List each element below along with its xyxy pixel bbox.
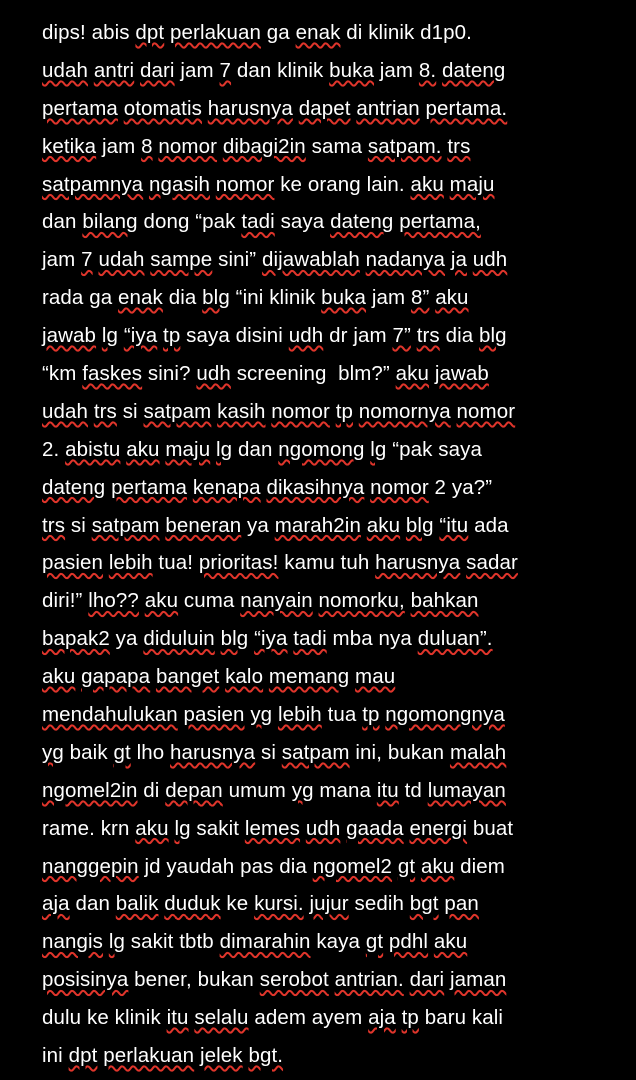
- misspelled-word: pdhl: [388, 930, 429, 954]
- word: saya: [186, 324, 230, 348]
- misspelled-word: 8: [141, 134, 153, 158]
- misspelled-word: jawab: [42, 324, 97, 348]
- word: krn: [100, 816, 130, 840]
- note-line: [42, 696, 602, 734]
- word: diri!”: [42, 589, 83, 613]
- note-line: [42, 810, 602, 848]
- misspelled-word: kasih: [217, 399, 266, 423]
- word: “ini: [235, 286, 264, 310]
- word: sini?: [147, 362, 191, 386]
- misspelled-word: pan: [444, 892, 479, 916]
- note-line: [42, 923, 602, 961]
- word: jam: [379, 58, 414, 82]
- word: tuh: [340, 551, 370, 575]
- misspelled-word: balik: [115, 892, 159, 916]
- word: jam: [42, 248, 76, 272]
- misspelled-word: aku: [126, 437, 160, 461]
- misspelled-word: nadanya: [365, 248, 446, 272]
- note-line: [42, 203, 602, 241]
- misspelled-word: jaman: [449, 968, 507, 992]
- misspelled-word: beneran: [165, 513, 242, 537]
- note-line: [42, 128, 602, 166]
- word: jam: [353, 324, 387, 348]
- misspelled-word: pasien: [42, 551, 104, 575]
- word: kamu: [284, 551, 335, 575]
- misspelled-word: kalo: [225, 665, 264, 689]
- word: sakit: [130, 930, 174, 954]
- misspelled-word: aku: [135, 816, 169, 840]
- word: “pak: [195, 210, 236, 234]
- word: ada: [474, 513, 509, 537]
- misspelled-word: perlakuan: [170, 21, 261, 44]
- misspelled-word: udah: [42, 399, 89, 423]
- misspelled-word: mau: [355, 665, 396, 689]
- misspelled-word: satpam: [143, 399, 212, 423]
- misspelled-word: kursi.: [254, 892, 304, 916]
- misspelled-word: aku: [395, 362, 430, 386]
- misspelled-word: posisinya: [42, 968, 129, 992]
- word: sini”: [218, 248, 257, 272]
- misspelled-word: antrian: [356, 96, 420, 120]
- misspelled-word: 7: [81, 248, 93, 272]
- word: kali: [471, 1006, 504, 1030]
- note-line: [42, 885, 602, 923]
- misspelled-word: itu: [166, 1006, 189, 1030]
- misspelled-word: nomor: [215, 172, 275, 196]
- misspelled-word: aja: [42, 892, 70, 916]
- word: dia: [445, 324, 474, 348]
- misspelled-word: ngomel2in: [42, 778, 138, 802]
- misspelled-word: nomor: [158, 134, 218, 158]
- misspelled-word: blg: [479, 324, 507, 348]
- misspelled-word: aku: [42, 665, 76, 689]
- misspelled-word: mendahulukan: [42, 703, 178, 727]
- misspelled-word: udah: [42, 58, 89, 82]
- word: ini: [42, 1044, 63, 1068]
- word: dulu: [42, 1006, 82, 1030]
- misspelled-word: lebih: [277, 703, 322, 727]
- misspelled-word: ngomel2: [312, 854, 393, 878]
- word: klinik: [277, 58, 324, 82]
- misspelled-word: tadi: [293, 627, 327, 651]
- misspelled-word: dateng: [442, 58, 506, 82]
- note-line: [42, 620, 602, 658]
- word: saya: [280, 210, 325, 234]
- misspelled-word: lg: [108, 930, 125, 954]
- misspelled-word: udah: [98, 248, 145, 272]
- word: baik: [69, 740, 108, 764]
- misspelled-word: bilang: [82, 210, 138, 234]
- misspelled-word: 8.: [418, 58, 437, 82]
- word: ya: [247, 513, 269, 537]
- misspelled-word: antri: [93, 58, 135, 82]
- misspelled-word: trs: [93, 399, 117, 423]
- word: ke: [86, 1006, 109, 1030]
- misspelled-word: lemes: [244, 816, 301, 840]
- misspelled-word: ngasih: [148, 172, 210, 196]
- misspelled-word: aku: [366, 513, 401, 537]
- note-line: [42, 658, 602, 696]
- misspelled-word: diduluin: [143, 627, 215, 651]
- misspelled-word: dijawablah: [261, 248, 360, 272]
- misspelled-word: abistu: [65, 437, 121, 461]
- misspelled-word: tadi: [241, 210, 275, 234]
- word: saya: [438, 437, 482, 461]
- word: dan: [237, 437, 273, 461]
- misspelled-word: pasien: [183, 703, 245, 727]
- word: tua: [327, 703, 357, 727]
- word: ga: [89, 286, 113, 310]
- misspelled-word: nangis: [42, 930, 104, 954]
- misspelled-word: sadar: [466, 551, 518, 575]
- misspelled-word: dateng: [42, 475, 106, 499]
- word: umum: [228, 778, 286, 802]
- misspelled-word: dimarahin: [219, 930, 311, 954]
- word: buat: [472, 816, 514, 840]
- note-line: [42, 431, 602, 469]
- misspelled-word: nanyain: [240, 589, 313, 613]
- misspelled-word: marah2in: [274, 513, 361, 537]
- misspelled-word: 7”: [392, 324, 411, 348]
- word: ya?”: [451, 475, 493, 499]
- misspelled-word: gt: [365, 930, 384, 954]
- misspelled-word: blg: [405, 513, 434, 537]
- misspelled-word: dari: [409, 968, 445, 992]
- word: baru: [424, 1006, 467, 1030]
- misspelled-word: duluan”.: [417, 627, 493, 651]
- misspelled-word: gapapa: [81, 665, 151, 689]
- misspelled-word: bgt.: [248, 1044, 284, 1068]
- note-line: [42, 848, 602, 886]
- misspelled-word: bahkan: [410, 589, 479, 613]
- misspelled-word: bgt: [409, 892, 439, 916]
- misspelled-word: jujur: [309, 892, 349, 916]
- word: disini: [235, 324, 283, 348]
- note-line: [42, 544, 602, 582]
- word: mba: [332, 627, 373, 651]
- note-line: [42, 52, 602, 90]
- word: sedih: [354, 892, 404, 916]
- misspelled-word: nanggepin: [42, 854, 139, 878]
- misspelled-word: gaada: [346, 816, 404, 840]
- misspelled-word: udh: [196, 362, 231, 386]
- misspelled-word: buka: [321, 286, 367, 310]
- misspelled-word: kenapa: [192, 475, 261, 499]
- misspelled-word: tp: [401, 1006, 419, 1030]
- word: ga: [266, 21, 290, 44]
- misspelled-word: malah: [449, 740, 507, 764]
- misspelled-word: memang: [268, 665, 350, 689]
- word: kaya: [316, 930, 361, 954]
- note-line: [42, 279, 602, 317]
- note-line: [42, 90, 602, 128]
- word: jam: [180, 58, 214, 82]
- misspelled-word: trs: [447, 134, 471, 158]
- misspelled-word: yg: [42, 740, 64, 764]
- misspelled-word: trs: [42, 513, 66, 537]
- word: rame.: [42, 816, 95, 840]
- word: adem: [254, 1006, 306, 1030]
- note-line: [42, 961, 602, 999]
- misspelled-word: lg: [216, 437, 233, 461]
- word: cuma: [183, 589, 235, 613]
- misspelled-word: udh: [305, 816, 341, 840]
- misspelled-word: dpt: [135, 21, 165, 44]
- misspelled-word: antrian.: [334, 968, 404, 992]
- misspelled-word: 8”: [410, 286, 430, 310]
- word: dan: [236, 58, 272, 82]
- word: bukan: [197, 968, 254, 992]
- word: pas: [240, 854, 274, 878]
- misspelled-word: yg: [291, 778, 314, 802]
- word: bukan: [387, 740, 445, 764]
- word: d1p0.: [420, 21, 472, 44]
- misspelled-word: gt: [113, 740, 131, 764]
- misspelled-word: dapet: [298, 96, 351, 120]
- misspelled-word: enak: [295, 21, 341, 44]
- misspelled-word: selalu: [194, 1006, 249, 1030]
- misspelled-word: aku: [433, 930, 468, 954]
- misspelled-word: yg: [250, 703, 273, 727]
- note-line: [42, 772, 602, 810]
- misspelled-word: “itu: [439, 513, 469, 537]
- misspelled-word: pertama.: [425, 96, 508, 120]
- misspelled-word: dateng: [330, 210, 394, 234]
- note-line: [42, 166, 602, 204]
- misspelled-word: enak: [118, 286, 163, 310]
- word: klinik: [114, 1006, 161, 1030]
- misspelled-word: lumayan: [427, 778, 506, 802]
- note-line: [42, 582, 602, 620]
- word: nya: [378, 627, 412, 651]
- misspelled-word: udh: [288, 324, 324, 348]
- misspelled-word: dibagi2in: [222, 134, 306, 158]
- word: blm?”: [338, 362, 390, 386]
- note-line: [42, 999, 602, 1037]
- word: tua!: [158, 551, 194, 575]
- word: dan: [42, 210, 77, 234]
- word: orang: [307, 172, 361, 196]
- misspelled-word: aku: [420, 854, 455, 878]
- misspelled-word: nomor: [370, 475, 429, 499]
- misspelled-word: blg: [202, 286, 230, 310]
- misspelled-word: prioritas!: [198, 551, 279, 575]
- misspelled-word: energi: [409, 816, 468, 840]
- word: klinik: [269, 286, 316, 310]
- word: si: [122, 399, 138, 423]
- word: ke: [226, 892, 249, 916]
- note-line: [42, 734, 602, 772]
- misspelled-word: perlakuan: [103, 1044, 195, 1068]
- misspelled-word: 7: [219, 58, 232, 82]
- misspelled-word: pertama: [111, 475, 188, 499]
- misspelled-word: blg: [220, 627, 249, 651]
- misspelled-word: “iya: [254, 627, 288, 651]
- word: jam: [101, 134, 136, 158]
- note-line: [42, 241, 602, 279]
- misspelled-word: tp: [335, 399, 353, 423]
- word: screening: [236, 362, 327, 386]
- misspelled-word: udh: [472, 248, 508, 272]
- misspelled-word: duduk: [164, 892, 221, 916]
- word: lain.: [366, 172, 405, 196]
- word: lho: [136, 740, 165, 764]
- word: ini,: [355, 740, 383, 764]
- note-line: [42, 1037, 602, 1075]
- misspelled-word: itu: [376, 778, 399, 802]
- word: sakit: [196, 816, 240, 840]
- note-line: [42, 469, 602, 507]
- word: dia: [279, 854, 307, 878]
- word: “km: [42, 362, 77, 386]
- word: 2.: [42, 437, 60, 461]
- misspelled-word: nomornya: [358, 399, 451, 423]
- misspelled-word: ja: [450, 248, 467, 272]
- misspelled-word: dari: [140, 58, 175, 82]
- word: “pak: [392, 437, 433, 461]
- word: abis: [91, 21, 130, 44]
- misspelled-word: pertama: [42, 96, 118, 120]
- misspelled-word: otomatis: [123, 96, 202, 120]
- misspelled-word: harusnya: [207, 96, 293, 120]
- misspelled-word: gt: [397, 854, 416, 878]
- misspelled-word: lg: [370, 437, 387, 461]
- misspelled-word: nomor: [456, 399, 516, 423]
- word: yaudah: [166, 854, 235, 878]
- word: si: [70, 513, 86, 537]
- misspelled-word: “iya: [123, 324, 158, 348]
- misspelled-word: satpam.: [367, 134, 442, 158]
- misspelled-word: aku: [435, 286, 469, 310]
- word: ya: [115, 627, 138, 651]
- note-line: [42, 355, 602, 393]
- note-line: [42, 14, 602, 52]
- misspelled-word: faskes: [82, 362, 143, 386]
- misspelled-word: lho??: [88, 589, 139, 613]
- misspelled-word: dpt: [68, 1044, 98, 1068]
- word: dips!: [42, 21, 86, 44]
- misspelled-word: jelek: [199, 1044, 243, 1068]
- word: dong: [143, 210, 190, 234]
- word: ayem: [311, 1006, 363, 1030]
- misspelled-word: nomor: [271, 399, 330, 423]
- misspelled-word: buka: [329, 58, 374, 82]
- word: mana: [319, 778, 372, 802]
- word: ke: [280, 172, 303, 196]
- misspelled-word: banget: [155, 665, 220, 689]
- word: dan: [75, 892, 110, 916]
- word: si: [260, 740, 276, 764]
- misspelled-word: ketika: [42, 134, 97, 158]
- word: diem: [460, 854, 505, 878]
- word: klinik: [368, 21, 415, 44]
- misspelled-word: bapak2: [42, 627, 110, 651]
- word: di: [143, 778, 160, 802]
- note-line: [42, 507, 602, 545]
- note-line: [42, 393, 602, 431]
- misspelled-word: pertama,: [399, 210, 481, 234]
- word: dia: [168, 286, 197, 310]
- misspelled-word: aku: [144, 589, 179, 613]
- word: 2: [434, 475, 447, 499]
- misspelled-word: dikasihnya: [266, 475, 365, 499]
- note-line: [42, 317, 602, 355]
- misspelled-word: aja: [368, 1006, 396, 1030]
- word: bener,: [134, 968, 192, 992]
- misspelled-word: harusnya: [170, 740, 256, 764]
- misspelled-word: satpamnya: [42, 172, 144, 196]
- misspelled-word: satpam: [281, 740, 350, 764]
- misspelled-word: trs: [416, 324, 440, 348]
- misspelled-word: harusnya: [375, 551, 461, 575]
- word: jd: [144, 854, 161, 878]
- misspelled-word: ngomongnya: [385, 703, 505, 727]
- misspelled-word: lg: [174, 816, 191, 840]
- misspelled-word: lg: [101, 324, 119, 348]
- word: td: [404, 778, 422, 802]
- note-text-body[interactable]: [42, 14, 602, 1075]
- misspelled-word: maju: [449, 172, 495, 196]
- word: sama: [311, 134, 363, 158]
- misspelled-word: satpam: [91, 513, 160, 537]
- word: di: [346, 21, 363, 44]
- misspelled-word: serobot: [259, 968, 329, 992]
- word: tbtb: [179, 930, 214, 954]
- misspelled-word: depan: [165, 778, 223, 802]
- word: rada: [42, 286, 84, 310]
- word: dr: [329, 324, 348, 348]
- word: jam: [371, 286, 406, 310]
- misspelled-word: aku: [410, 172, 444, 196]
- misspelled-word: nomorku,: [318, 589, 405, 613]
- misspelled-word: tp: [362, 703, 380, 727]
- misspelled-word: lebih: [108, 551, 153, 575]
- misspelled-word: maju: [165, 437, 211, 461]
- misspelled-word: jawab: [434, 362, 489, 386]
- misspelled-word: ngomong: [278, 437, 365, 461]
- misspelled-word: sampe: [150, 248, 213, 272]
- misspelled-word: tp: [163, 324, 181, 348]
